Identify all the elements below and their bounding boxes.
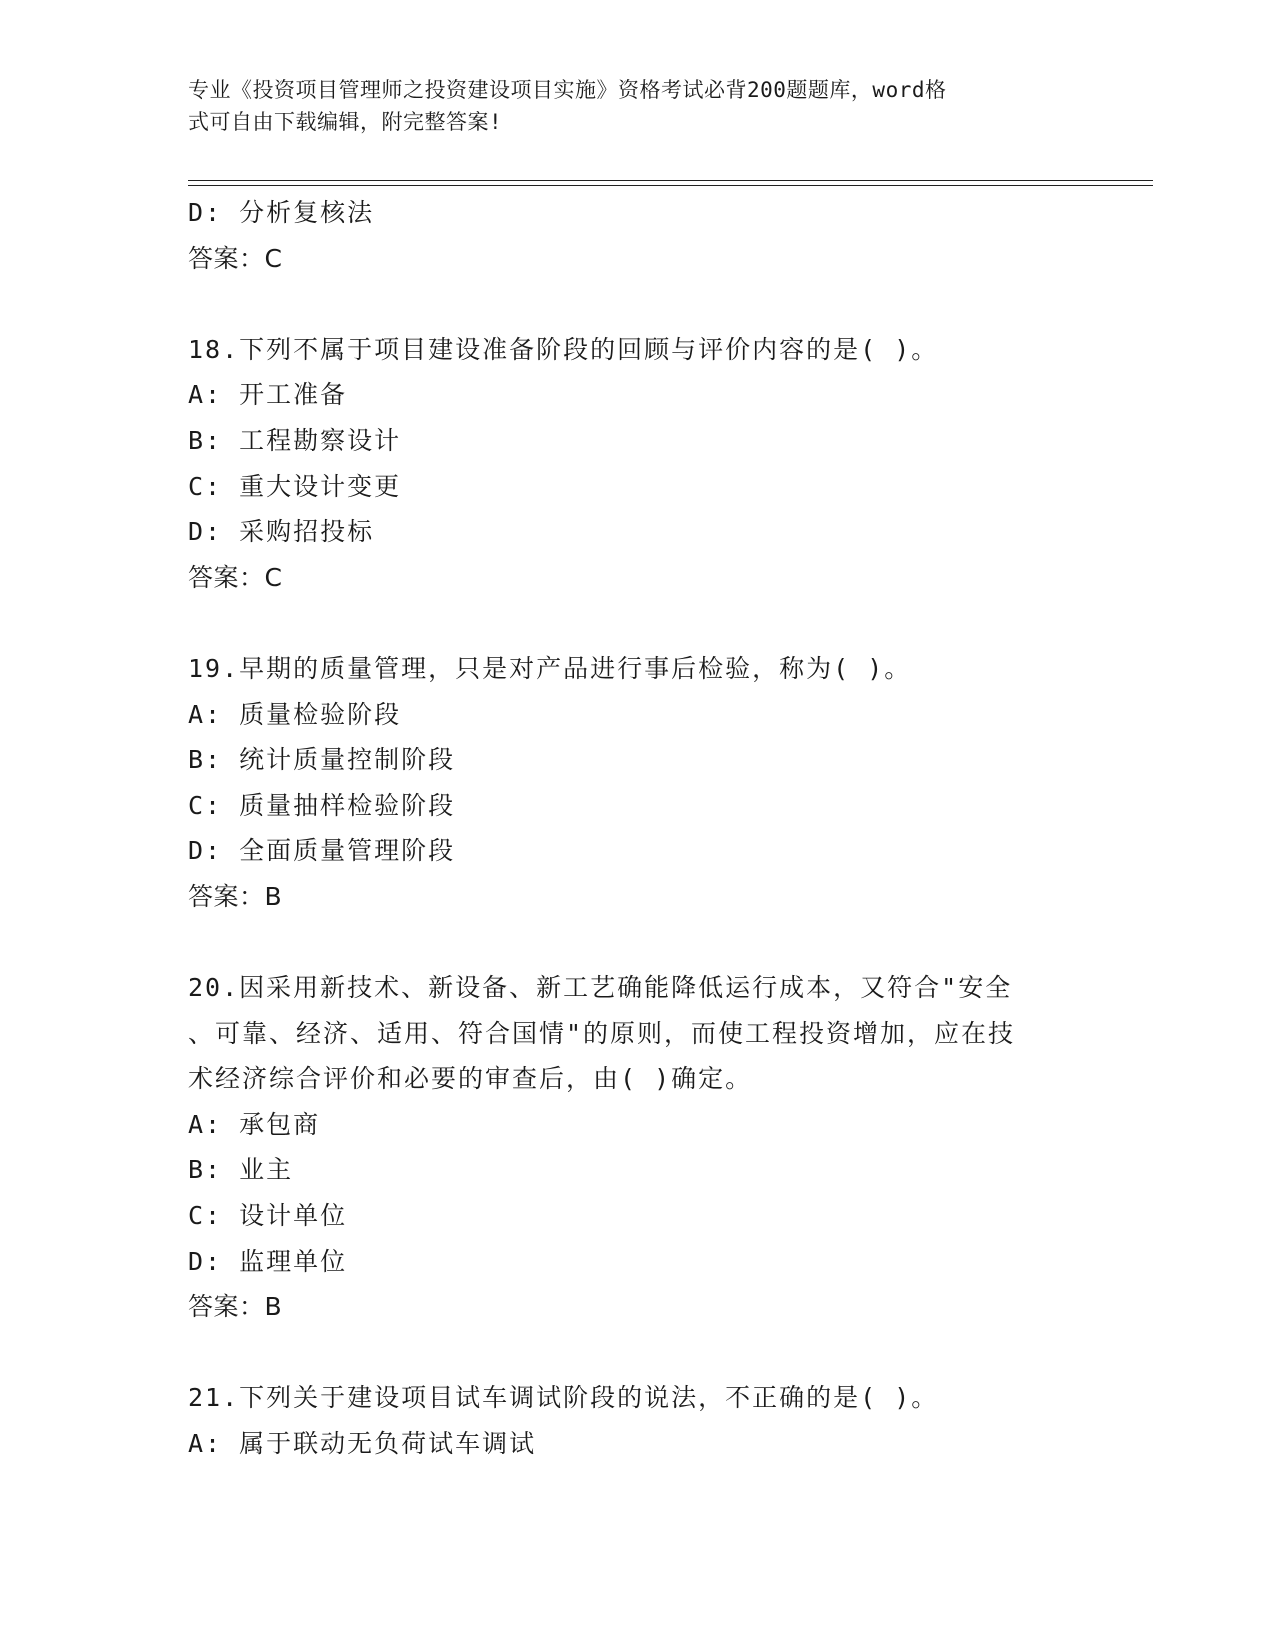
option-a: A: 承包商 (188, 1109, 321, 1139)
answer: 答案：C (188, 562, 283, 592)
answer: 答案：B (188, 1292, 283, 1322)
question-stem-line-1: 20.因采用新技术、新设备、新工艺确能降低运行成本，又符合"安全 (188, 973, 1013, 1003)
spacer (188, 920, 1088, 966)
option-d: D: 全面质量管理阶段 (188, 836, 456, 866)
option-c: C: 质量抽样检验阶段 (188, 790, 456, 820)
spacer (188, 281, 1088, 327)
answer: 答案：B (188, 881, 283, 911)
header-divider-top (188, 180, 1153, 181)
option-b: B: 业主 (188, 1155, 294, 1185)
option-a: A: 属于联动无负荷试车调试 (188, 1429, 537, 1459)
spacer (188, 1330, 1088, 1376)
question-19 (188, 646, 1088, 920)
spacer (188, 600, 1088, 646)
question-stem: 21.下列关于建设项目试车调试阶段的说法，不正确的是( )。 (188, 1383, 939, 1413)
option-a: A: 质量检验阶段 (188, 699, 402, 729)
document-header (188, 74, 1088, 138)
option-d: D: 分析复核法 (188, 198, 375, 227)
header-divider-bottom (188, 185, 1153, 186)
option-b: B: 统计质量控制阶段 (188, 745, 456, 775)
option-d: D: 采购招投标 (188, 517, 375, 547)
question-18 (188, 327, 1088, 601)
question-stem: 19.早期的质量管理，只是对产品进行事后检验，称为( )。 (188, 653, 912, 683)
option-b: B: 工程勘察设计 (188, 425, 402, 455)
option-c: C: 设计单位 (188, 1201, 348, 1231)
question-21 (188, 1375, 1088, 1466)
option-c: C: 重大设计变更 (188, 471, 402, 501)
option-d: D: 监理单位 (188, 1246, 348, 1276)
question-17-tail (188, 190, 1088, 281)
header-title-line-1: 专业《投资项目管理师之投资建设项目实施》资格考试必背200题题库，word格 (188, 78, 947, 102)
question-list (188, 190, 1088, 1467)
question-stem-line-2: 、可靠、经济、适用、符合国情"的原则，而使工程投资增加，应在技 (188, 1018, 1016, 1048)
question-stem: 18.下列不属于项目建设准备阶段的回顾与评价内容的是( )。 (188, 334, 939, 364)
question-stem-line-3: 术经济综合评价和必要的审查后，由( )确定。 (188, 1064, 753, 1094)
answer: 答案：C (188, 243, 283, 273)
question-20 (188, 965, 1088, 1330)
header-title-line-2: 式可自由下载编辑，附完整答案! (188, 110, 503, 134)
option-a: A: 开工准备 (188, 380, 348, 410)
